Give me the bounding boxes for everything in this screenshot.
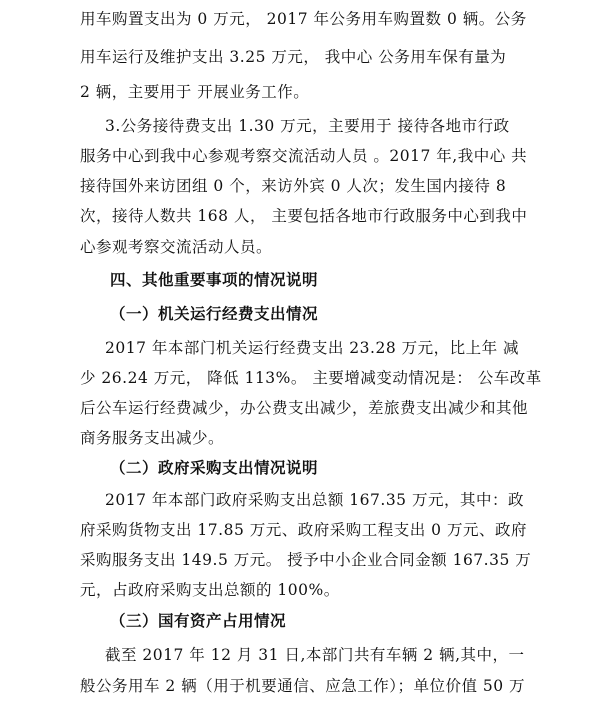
subsection-heading: （一）机关运行经费支出情况 xyxy=(110,305,319,323)
text-line: 用车购置支出为 0 万元， 2017 年公务用车购置数 0 辆。公务 xyxy=(80,10,527,28)
subsection-heading: （二）政府采购支出情况说明 xyxy=(110,459,319,477)
section-heading: 四、其他重要事项的情况说明 xyxy=(110,271,319,289)
text-line: 少 26.24 万元， 降低 113%。 主要增减变动情况是： 公车改革 xyxy=(80,369,542,387)
text-line: 2017 年本部门政府采购支出总额 167.35 万元，其中：政 xyxy=(105,491,524,509)
text-line: 后公车运行经费减少，办公费支出减少，差旅费支出减少和其他 xyxy=(80,399,529,417)
text-line: 用车运行及维护支出 3.25 万元， 我中心 公务用车保有量为 xyxy=(80,48,507,66)
subsection-heading: （三）国有资产占用情况 xyxy=(110,612,287,630)
text-line: 商务服务支出减少。 xyxy=(80,429,225,447)
text-line: 服务中心到我中心参观考察交流活动人员 。2017 年,我中心 共 xyxy=(80,147,528,165)
text-line: 府采购货物支出 17.85 万元、政府采购工程支出 0 万元、政府 xyxy=(80,521,527,539)
text-line: 3.公务接待费支出 1.30 万元，主要用于 接待各地市行政 xyxy=(105,117,510,135)
text-line: 次，接待人数共 168 人， 主要包括各地市行政服务中心到我中 xyxy=(80,207,528,225)
text-line: 元，占政府采购支出总额的 100%。 xyxy=(80,581,340,599)
text-line: 采购服务支出 149.5 万元。 授予中小企业合同金额 167.35 万 xyxy=(80,551,532,569)
text-line: 2017 年本部门机关运行经费支出 23.28 万元，比上年 减 xyxy=(105,339,520,357)
text-line: 般公务用车 2 辆（用于机要通信、应急工作）；单位价值 50 万 xyxy=(80,677,526,695)
text-line: 心参观考察交流活动人员。 xyxy=(80,238,273,256)
text-line: 截至 2017 年 12 月 31 日,本部门共有车辆 2 辆,其中，一 xyxy=(105,646,525,664)
text-line: 接待国外来访团组 0 个，来访外宾 0 人次；发生国内接待 8 xyxy=(80,177,507,195)
text-line: 2 辆，主要用于 开展业务工作。 xyxy=(80,83,310,101)
